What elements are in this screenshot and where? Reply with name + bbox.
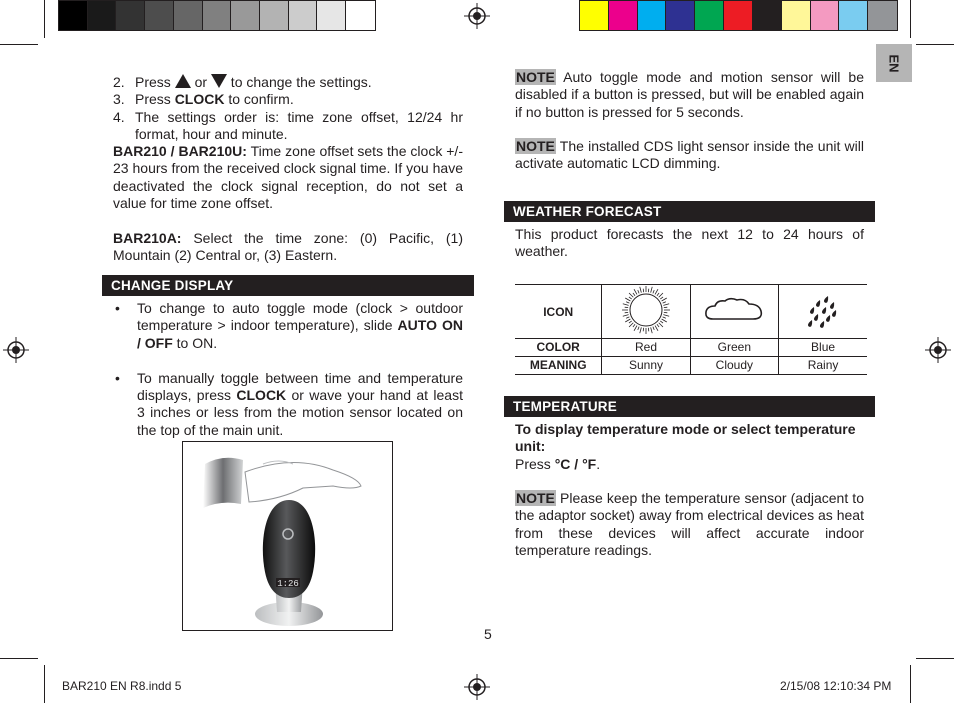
rain-icon	[806, 292, 840, 328]
forecast-table	[515, 284, 867, 375]
registration-mark-icon	[3, 337, 29, 363]
crop-mark	[44, 0, 45, 38]
color-swatch	[289, 1, 318, 30]
color-swatch	[811, 1, 840, 30]
temperature-sensor-note: NOTE Please keep the temperature sensor (adjacent to the adaptor socket) away from electrical devices as heat from these devices will affect accurate indoor temperature readings.	[515, 490, 864, 559]
weather-forecast-heading: WEATHER FORECAST	[504, 201, 875, 222]
change-display-list	[113, 300, 463, 439]
color-swatch	[174, 1, 203, 30]
list-item: • To change to auto toggle mode (clock > outdoor temperature > indoor temperature), slide AUTO ON / OFF to ON.	[115, 300, 463, 351]
color-swatch	[88, 1, 117, 30]
color-swatch	[638, 1, 667, 30]
svg-text:1:26: 1:26	[277, 579, 299, 589]
color-swatch	[609, 1, 638, 30]
color-swatch	[724, 1, 753, 30]
crop-mark	[916, 658, 954, 659]
table-row: MEANING Sunny Cloudy Rainy	[515, 357, 867, 375]
color-row-label: COLOR	[515, 339, 602, 357]
motion-sensor-illustration	[182, 441, 393, 631]
color-swatch	[116, 1, 145, 30]
crop-mark	[916, 44, 954, 45]
list-item: 4. The settings order is: time zone offset, 12/24 hr format, hour and minute.	[113, 108, 463, 143]
color-swatch	[753, 1, 782, 30]
table-row: COLOR Red Green Blue	[515, 339, 867, 357]
auto-toggle-note: NOTE Auto toggle mode and motion sensor will be disabled if a button is pressed, but will be enabled again if no button is pressed for 5 seconds.	[515, 69, 864, 120]
registration-mark-icon	[925, 337, 951, 363]
rainy-cell	[779, 285, 867, 339]
change-display-heading: CHANGE DISPLAY	[102, 275, 474, 296]
footer-timestamp: 2/15/08 12:10:34 PM	[780, 679, 892, 693]
footer-file-info: BAR210 EN R8.indd 5	[62, 679, 182, 693]
language-tab	[876, 44, 912, 82]
list-item: • To manually toggle between time and temperature displays, press CLOCK or wave your hand at least 3 inches or less from the motion sensor located on the top of the main unit.	[115, 369, 463, 438]
cloudy-cell	[690, 285, 778, 339]
note-label: NOTE	[516, 69, 555, 85]
list-item: 3. Press CLOCK to confirm.	[113, 91, 294, 108]
sun-icon	[621, 285, 671, 335]
icon-row-label: ICON	[515, 285, 602, 339]
color-swatch	[839, 1, 868, 30]
color-swatch	[580, 1, 609, 30]
weather-intro: This product forecasts the next 12 to 24 hours of weather.	[515, 226, 864, 260]
note-label: NOTE	[516, 138, 555, 154]
registration-mark-icon	[464, 3, 490, 29]
registration-mark-icon	[464, 674, 490, 700]
crop-mark	[44, 665, 45, 703]
color-swatch	[782, 1, 811, 30]
grayscale-color-bar	[58, 0, 376, 31]
color-swatch	[145, 1, 174, 30]
bar210a-paragraph: BAR210A: Select the time zone: (0) Pacific, (1) Mountain (2) Central or, (3) Eastern.	[113, 230, 463, 264]
page-number: 5	[484, 626, 492, 642]
color-swatch	[346, 1, 375, 30]
color-swatch	[666, 1, 695, 30]
color-swatch	[59, 1, 88, 30]
temperature-subheading: To display temperature mode or select temperature unit:	[515, 421, 856, 455]
process-color-bar	[579, 0, 898, 31]
color-swatch	[231, 1, 260, 30]
bar210-paragraph: BAR210 / BAR210U: Time zone offset sets the clock +/- 23 hours from the received clock signal time. If you have deactivated the clock signal reception, do not set a value for time zone offset.	[113, 143, 463, 212]
color-swatch	[317, 1, 346, 30]
cds-sensor-note: NOTE The installed CDS light sensor inside the unit will activate automatic LCD dimming.	[515, 138, 864, 172]
language-tab-label: EN	[886, 53, 902, 73]
sunny-cell	[602, 285, 690, 339]
color-swatch	[203, 1, 232, 30]
meaning-row-label: MEANING	[515, 357, 602, 375]
cloud-icon	[703, 295, 765, 325]
crop-mark	[0, 658, 38, 659]
bullet-icon: •	[115, 369, 120, 386]
settings-steps-list	[113, 74, 463, 144]
temperature-heading: TEMPERATURE	[504, 396, 875, 417]
list-item: 2. Press or to change the settings.	[113, 74, 372, 90]
crop-mark	[910, 665, 911, 703]
crop-mark	[0, 44, 38, 45]
color-swatch	[260, 1, 289, 30]
crop-mark	[910, 0, 911, 38]
up-arrow-icon	[175, 74, 191, 88]
note-label: NOTE	[516, 490, 555, 506]
color-swatch	[868, 1, 897, 30]
down-arrow-icon	[211, 74, 227, 88]
hand-over-unit-image	[183, 442, 393, 631]
temperature-press-line: Press °C / °F.	[515, 456, 601, 472]
table-row	[515, 285, 867, 339]
bullet-icon: •	[115, 300, 120, 316]
color-swatch	[695, 1, 724, 30]
